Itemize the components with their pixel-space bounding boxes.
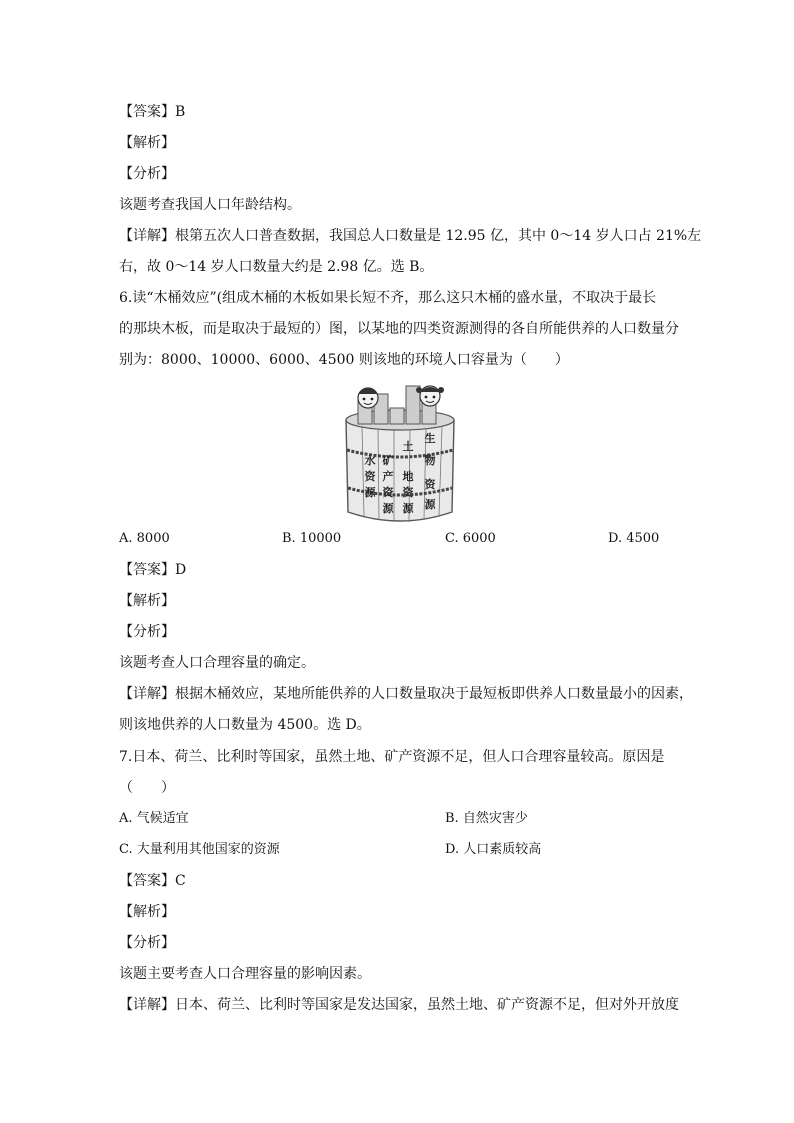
- q6-detail-line-1: 【详解】根据木桶效应，某地所能供养的人口数量取决于最短板即供养人口数量最小的因素，: [119, 686, 693, 702]
- q6-option-b: B. 10000: [282, 531, 342, 546]
- q6-option-c: C. 6000: [445, 531, 496, 546]
- bucket-label-char: 资: [402, 486, 414, 499]
- q5-answer: 【答案】B: [119, 104, 186, 120]
- bucket-label-char: 源: [402, 502, 414, 515]
- q6-answer: 【答案】D: [119, 562, 187, 578]
- q6-stem-line-2: 的那块木板，而是取决于最短的）图，以某地的四类资源测得的各自所能供养的人口数量分: [119, 321, 679, 337]
- bucket-label-char: 水: [364, 454, 376, 467]
- bucket-label-char: 产: [382, 470, 394, 483]
- q6-option-a: A. 8000: [119, 531, 170, 546]
- bucket-label-char: 生: [424, 432, 436, 445]
- q5-detail-line-2: 右，故 0～14 岁人口数量大约是 2.98 亿。选 B。: [119, 259, 434, 275]
- bucket-label-char: 资: [364, 470, 376, 483]
- bucket-label-char: 资: [382, 486, 394, 499]
- bucket-label-char: 资: [424, 478, 436, 491]
- q7-option-d: D. 人口素质较高: [445, 842, 542, 857]
- bucket-label-char: 地: [402, 470, 414, 483]
- bucket-label-char: 源: [424, 498, 436, 511]
- q7-option-b: B. 自然灾害少: [445, 811, 528, 826]
- q7-option-c: C. 大量利用其他国家的资源: [119, 842, 280, 857]
- q6-fenxi-heading: 【分析】: [119, 624, 175, 640]
- q7-topic: 该题主要考查人口合理容量的影响因素。: [119, 966, 371, 982]
- bucket-label-char: 源: [364, 486, 376, 499]
- q5-jiexi-heading: 【解析】: [119, 135, 175, 151]
- q6-topic: 该题考查人口合理容量的确定。: [119, 655, 315, 671]
- q6-jiexi-heading: 【解析】: [119, 593, 175, 609]
- q5-topic: 该题考查我国人口年龄结构。: [119, 197, 301, 213]
- q7-stem-line-1: 7.日本、荷兰、比利时等国家，虽然土地、矿产资源不足，但人口合理容量较高。原因是: [119, 749, 665, 765]
- bucket-label-char: 矿: [382, 454, 394, 467]
- q7-detail-line-1: 【详解】日本、荷兰、比利时等国家是发达国家，虽然土地、矿产资源不足，但对外开放度: [119, 997, 679, 1013]
- q5-detail-line-1: 【详解】根第五次人口普查数据，我国总人口数量是 12.95 亿，其中 0～14 岁人口占 21%左: [119, 228, 702, 244]
- q6-option-d: D. 4500: [608, 531, 660, 546]
- q7-jiexi-heading: 【解析】: [119, 904, 175, 920]
- bucket-label-char: 土: [402, 440, 414, 453]
- q6-stem-line-1: 6.读“木桶效应”(组成木桶的木板如果长短不齐，那么这只木桶的盛水量，不取决于最长: [119, 290, 657, 306]
- q7-stem-line-2: （ ）: [119, 780, 175, 796]
- q7-fenxi-heading: 【分析】: [119, 935, 175, 951]
- wooden-bucket-figure: [338, 380, 462, 526]
- q5-fenxi-heading: 【分析】: [119, 166, 175, 182]
- q7-option-a: A. 气候适宜: [119, 811, 189, 826]
- q6-detail-line-2: 则该地供养的人口数量为 4500。选 D。: [119, 717, 371, 733]
- bucket-label-char: 源: [382, 502, 394, 515]
- q7-answer: 【答案】C: [119, 873, 186, 889]
- q6-stem-line-3: 别为：8000、10000、6000、4500 则该地的环境人口容量为（ ）: [119, 352, 569, 368]
- cartoon-boy-icon: [358, 388, 378, 408]
- bucket-label-char: 物: [424, 454, 436, 467]
